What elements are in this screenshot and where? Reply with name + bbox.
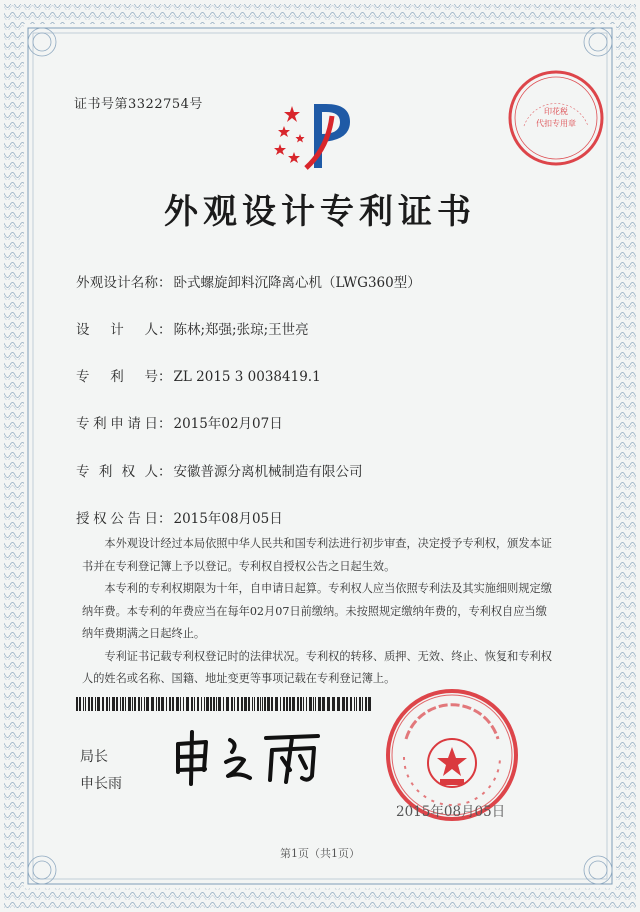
barcode-bar (120, 697, 121, 711)
barcode-bar (201, 697, 202, 711)
barcode-bar (161, 697, 164, 711)
page-number: 第1页（共1页） (280, 847, 360, 860)
barcode-bar (76, 697, 78, 711)
barcode-bar (248, 697, 250, 711)
barcode-bar (128, 697, 131, 711)
barcode-bar (303, 697, 304, 711)
barcode-bar (197, 697, 199, 711)
barcode-bar (97, 697, 100, 711)
barcode-bar (267, 697, 270, 711)
barcode-bar (213, 697, 215, 711)
barcode-bar (186, 697, 189, 711)
grant-date-value: 2015年08月05日 (173, 511, 283, 527)
design-name-value: 卧式螺旋卸料沉降离心机（LWG360型） (173, 275, 421, 291)
director-name: 申长雨 (80, 776, 122, 792)
barcode-bar (309, 697, 312, 711)
barcode-bar (241, 697, 243, 711)
barcode-bar (102, 697, 104, 711)
body-paragraph: 专利证书记载专利权登记时的法律状况。专利权的转移、质押、无效、终止、恢复和专利权人的姓名或名称、国籍、地址变更等事项记载在专利登记簿上。 (82, 649, 552, 685)
body-paragraph: 本外观设计经过本局依照中华人民共和国专利法进行初步审查，决定授予专利权，颁发本证书并在专利登记簿上予以登记。专利权自授权公告之日起生效。 (82, 537, 552, 573)
designer-field: 设计人： 陈林;郑强;张琼;王世亮 (76, 318, 309, 338)
barcode-bar (252, 697, 253, 711)
barcode-bar (280, 697, 281, 711)
barcode-bar (262, 697, 263, 711)
barcode-bar (275, 697, 278, 711)
barcode-bar (204, 697, 205, 711)
body-paragraph: 本专利的专利权期限为十年，自申请日起算。专利权人应当依照专利法及其实施细则规定缴纳年费。本专利的年费应当在每年02月07日前缴纳。未按照规定缴纳年费的，专利权自应当缴纳年费期满之日起终止。 (82, 582, 552, 640)
barcode-bar (95, 697, 96, 711)
patent-number-value: ZL 2015 3 0038419.1 (173, 369, 321, 385)
barcode-bar (342, 697, 345, 711)
grant-date-field: 授权公告日： 2015年08月05日 (76, 507, 283, 527)
certificate-title: 外观设计专利证书 (164, 192, 476, 232)
barcode-bar (306, 697, 307, 711)
barcode-bar (234, 697, 235, 711)
patentee-label: 专利权人 (76, 464, 158, 480)
barcode-bar (264, 697, 266, 711)
filing-date-label: 专利申请日 (76, 416, 158, 432)
barcode-bar (350, 697, 352, 711)
barcode-bar (88, 697, 90, 711)
barcode-bar (313, 697, 314, 711)
barcode-bar (106, 697, 108, 711)
barcode-bar (354, 697, 355, 711)
barcode-bar (362, 697, 363, 711)
barcode-bar (172, 697, 174, 711)
grant-date-label: 授权公告日 (76, 511, 158, 527)
barcode-bar (359, 697, 361, 711)
barcode-bar (216, 697, 217, 711)
barcode-bar (289, 697, 291, 711)
barcode-bar (79, 697, 81, 711)
barcode-bar (346, 697, 348, 711)
barcode-bar (257, 697, 259, 711)
barcode-bar (91, 697, 93, 711)
barcode-bar (218, 697, 221, 711)
certificate-body (82, 533, 556, 691)
barcode-bar (283, 697, 285, 711)
barcode-bar (206, 697, 209, 711)
barcode-bar (169, 697, 171, 711)
barcode-bar (194, 697, 195, 711)
tax-seal-center-line: 印花税 (544, 107, 568, 116)
barcode-bar (368, 697, 371, 711)
director-title: 局长 (80, 749, 108, 765)
design-name-field: 外观设计名称： 卧式螺旋卸料沉降离心机（LWG360型） (76, 271, 421, 291)
designer-value: 陈林;郑强;张琼;王世亮 (173, 322, 309, 338)
patent-number-field: 专利号： ZL 2015 3 0038419.1 (76, 365, 321, 385)
tax-seal (506, 68, 606, 168)
barcode-bar (223, 697, 224, 711)
barcode-bar (134, 697, 136, 711)
barcode-bar (337, 697, 340, 711)
designer-label: 设计人 (76, 322, 158, 338)
barcode-bar (226, 697, 229, 711)
director-signature (168, 726, 328, 790)
barcode-bar (315, 697, 316, 711)
barcode-bar (138, 697, 140, 711)
design-name-label: 外观设计名称 (76, 275, 158, 291)
barcode-bar (292, 697, 295, 711)
barcode-bar (271, 697, 273, 711)
barcode-bar (146, 697, 149, 711)
certificate-number: 证书号第3322754号 (74, 97, 203, 112)
patentee-value: 安徽普源分离机械制造有限公司 (173, 464, 363, 480)
barcode-bar (286, 697, 288, 711)
barcode-bar (244, 697, 247, 711)
patent-office-logo (270, 96, 370, 176)
barcode-bar (109, 697, 110, 711)
issue-date: 2015年08月05日 (396, 804, 506, 820)
barcode-bar (237, 697, 239, 711)
barcode-bar (327, 697, 330, 711)
barcode-bar (254, 697, 255, 711)
barcode-bar (191, 697, 193, 711)
barcode-bar (260, 697, 261, 711)
barcode-bar (83, 697, 84, 711)
barcode-bar (141, 697, 142, 711)
barcode-bar (158, 697, 160, 711)
barcode-bar (132, 697, 133, 711)
filing-date-value: 2015年02月07日 (173, 416, 283, 432)
barcode-bar (156, 697, 157, 711)
barcode-bar (365, 697, 367, 711)
barcode-bar (300, 697, 302, 711)
barcode-bar (332, 697, 335, 711)
patentee-field: 专利权人： 安徽普源分离机械制造有限公司 (76, 460, 363, 480)
barcode-bar (112, 697, 115, 711)
barcode (76, 697, 376, 711)
barcode-bar (116, 697, 118, 711)
patent-number-label: 专利号 (76, 369, 158, 385)
barcode-bar (322, 697, 325, 711)
barcode-bar (166, 697, 167, 711)
barcode-bar (144, 697, 145, 711)
barcode-bar (180, 697, 181, 711)
barcode-bar (231, 697, 233, 711)
barcode-bar (125, 697, 126, 711)
filing-date-field: 专利申请日： 2015年02月07日 (76, 412, 283, 432)
barcode-bar (176, 697, 179, 711)
barcode-bar (183, 697, 184, 711)
tax-seal-center-line: 代扣专用章 (536, 119, 576, 128)
barcode-bar (151, 697, 154, 711)
barcode-bar (297, 697, 299, 711)
barcode-bar (85, 697, 86, 711)
barcode-bar (356, 697, 357, 711)
barcode-bar (210, 697, 212, 711)
barcode-bar (122, 697, 124, 711)
barcode-bar (318, 697, 321, 711)
